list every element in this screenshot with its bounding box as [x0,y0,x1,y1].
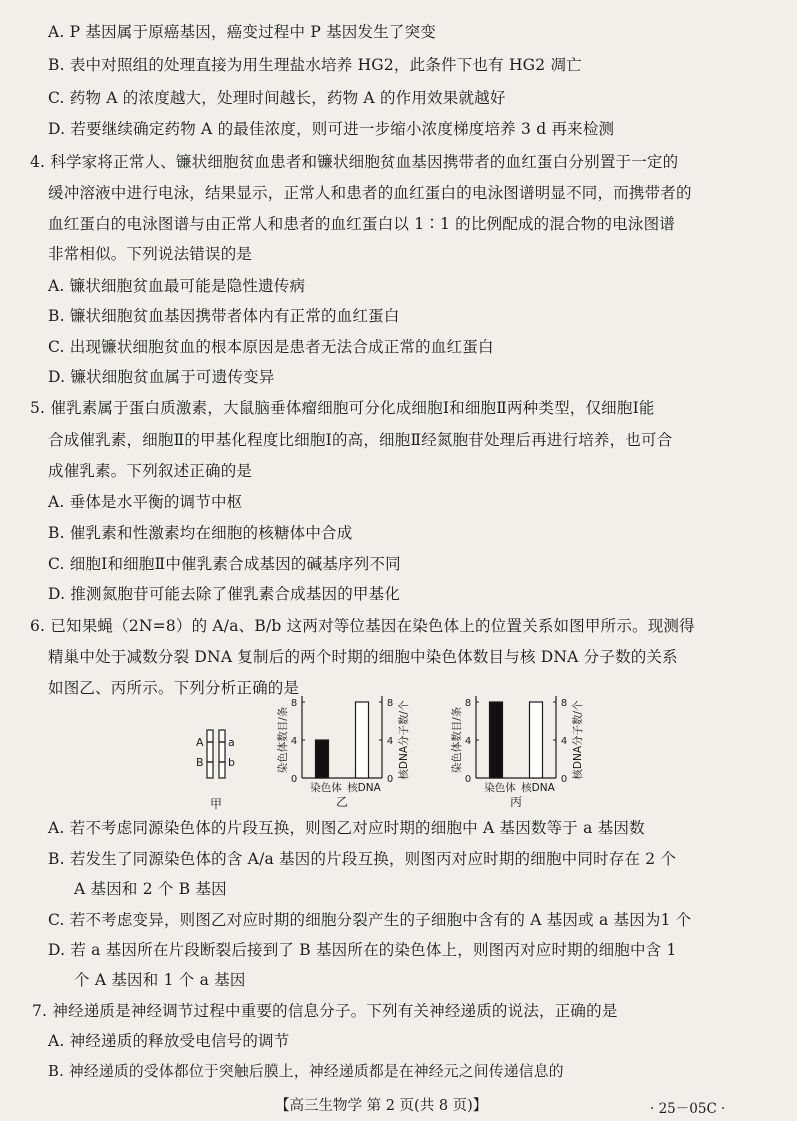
q4-option-b: B. 镰状细胞贫血基因携带者体内有正常的血红蛋白 [48,307,400,325]
tick-label-right-0: 0 [560,774,568,785]
chart-bing [446,684,596,812]
tick-label-right-1: 4 [386,736,394,747]
q5-stem-line-1: 5. 催乳素属于蛋白质激素，大鼠脑垂体瘤细胞可分化成细胞Ⅰ和细胞Ⅱ两种类型，仅细胞Ⅰ能 [30,399,655,417]
tick-label-left-2: 8 [290,698,298,709]
q3-option-b: B. 表中对照组的处理直接为用生理盐水培养 HG2，此条件下也有 HG2 凋亡 [48,56,582,74]
tick-label-right-2: 8 [386,698,394,709]
q6-option-d-line-2: 个 A 基因和 1 个 a 基因 [74,971,246,989]
bar-染色体 [490,702,503,778]
figure-jia [186,722,246,822]
q5-option-b: B. 催乳素和性激素均在细胞的核糖体中合成 [48,524,353,542]
q6-stem-line-3: 如图乙、丙所示。下列分析正确的是 [48,679,300,697]
tick-label-left-2: 8 [464,698,472,709]
q4-stem-line-3: 血红蛋白的电泳图谱与由正常人和患者的血红蛋白以 1∶1 的比例配成的混合物的电泳图谱 [48,215,675,233]
q4-stem-line-4: 非常相似。下列说法错误的是 [48,245,253,263]
chart-bing-svg [446,684,596,812]
q5-stem-line-3: 成催乳素。下列叙述正确的是 [48,462,253,480]
category-label-0: 染色体 [484,782,516,794]
q3-option-c: C. 药物 A 的浓度越大，处理时间越长，药物 A 的作用效果就越好 [48,89,506,107]
tick-label-left-1: 4 [290,736,298,747]
bar-核DNA [530,702,543,778]
chart-yi [272,684,422,812]
tick-label-left-0: 0 [464,774,472,785]
ylabel-left: 染色体数目/条 [451,706,463,774]
q7-stem: 7. 神经递质是神经调节过程中重要的信息分子。下列有关神经递质的说法，正确的是 [32,1002,618,1020]
category-label-1: 核DNA [521,782,555,794]
q6-option-d-line-1: D. 若 a 基因所在片段断裂后接到了 B 基因所在的染色体上，则图丙对应时期的细胞中含 1 [48,941,677,959]
tick-label-right-0: 0 [386,774,394,785]
q4-option-c: C. 出现镰状细胞贫血的根本原因是患者无法合成正常的血红蛋白 [48,338,494,356]
gene-label-a: a [228,736,235,749]
ylabel-right: 核DNA分子数/个 [398,700,410,780]
q4-option-d: D. 镰状细胞贫血属于可遗传变异 [48,368,275,386]
q7-option-b: B. 神经递质的受体都位于突触后膜上，神经递质都是在神经元之间传递信息的 [48,1063,564,1080]
chart-yi-svg [272,684,422,812]
page-footer: 【高三生物学 第 2 页(共 8 页)】 [275,1098,488,1114]
tick-label-left-1: 4 [464,736,472,747]
bar-核DNA [356,702,369,778]
q5-option-d: D. 推测氮胞苷可能去除了催乳素合成基因的甲基化 [48,585,401,603]
ylabel-left: 染色体数目/条 [277,706,289,774]
exam-code: · 25－05C · [650,1101,726,1117]
tick-label-right-1: 4 [560,736,568,747]
bar-染色体 [316,740,329,778]
chart-caption: 丙 [509,795,523,809]
tick-label-right-2: 8 [560,698,568,709]
q3-option-d: D. 若要继续确定药物 A 的最佳浓度，则可进一步缩小浓度梯度培养 3 d 再来检测 [48,120,615,138]
q6-option-b-line-1: B. 若发生了同源染色体的含 A/a 基因的片段互换，则图丙对应时期的细胞中同时存在 2 个 [48,850,677,868]
gene-label-B: B [196,756,204,769]
q6-option-c: C. 若不考虑变异，则图乙对应时期的细胞分裂产生的子细胞中含有的 A 基因或 a 基因为1 个 [48,911,692,929]
category-label-1: 核DNA [347,782,381,794]
q4-stem-line-2: 缓冲溶液中进行电泳，结果显示，正常人和患者的血红蛋白的电泳图谱明显不同，而携带者的 [48,184,692,202]
q5-option-c: C. 细胞Ⅰ和细胞Ⅱ中催乳素合成基因的碱基序列不同 [48,555,401,573]
figure-jia-caption: 甲 [210,797,223,811]
gene-label-b: b [228,756,235,769]
q6-stem-line-1: 6. 已知果蝇（2N=8）的 A/a、B/b 这两对等位基因在染色体上的位置关系如图甲所示。现测得 [30,617,695,635]
ylabel-right: 核DNA分子数/个 [572,700,584,780]
gene-label-A: A [196,736,204,749]
q4-stem-line-1: 4. 科学家将正常人、镰状细胞贫血患者和镰状细胞贫血基因携带者的血红蛋白分别置于一定的 [30,153,679,171]
q6-stem-line-2: 精巢中处于减数分裂 DNA 复制后的两个时期的细胞中染色体数目与核 DNA 分子数的关系 [48,648,678,666]
tick-label-left-0: 0 [290,774,298,785]
chromosome-diagram [186,722,246,822]
q5-option-a: A. 垂体是水平衡的调节中枢 [48,493,243,511]
q3-option-a: A. P 基因属于原癌基因，癌变过程中 P 基因发生了突变 [48,23,436,41]
q4-option-a: A. 镰状细胞贫血最可能是隐性遗传病 [48,277,306,295]
q5-stem-line-2: 合成催乳素，细胞Ⅱ的甲基化程度比细胞Ⅰ的高，细胞Ⅱ经氮胞苷处理后再进行培养，也可合 [48,431,673,449]
chart-caption: 乙 [335,795,349,809]
q6-option-a: A. 若不考虑同源染色体的片段互换，则图乙对应时期的细胞中 A 基因数等于 a 基因数 [48,819,645,837]
q7-option-a: A. 神经递质的释放受电信号的调节 [48,1032,290,1050]
chromosome-right [219,730,225,778]
category-label-0: 染色体 [310,782,342,794]
chromosome-left [207,730,213,778]
q6-option-b-line-2: A 基因和 2 个 B 基因 [74,880,227,898]
